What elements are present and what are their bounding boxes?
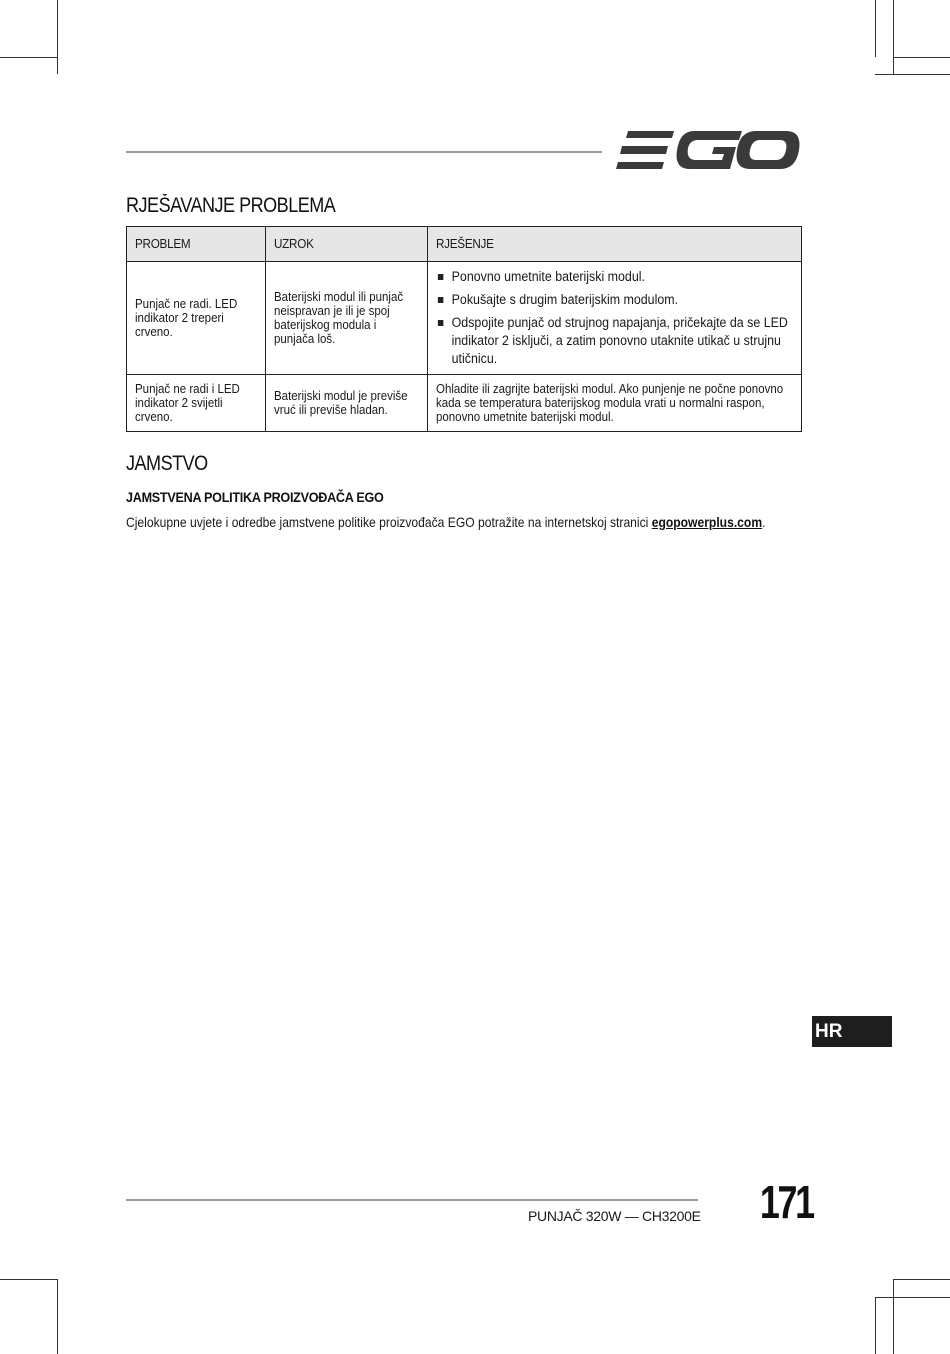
- solution-cell: Ohladite ili zagrijte baterijski modul. Ako punjenje ne počne ponovno kada se temperatura baterijskog modula vrati u normalni raspon, ponovno umetnite baterijski modul.: [428, 375, 802, 432]
- column-header-solution: RJEŠENJE: [428, 227, 802, 262]
- warranty-link[interactable]: egopowerplus.com: [651, 514, 763, 530]
- table-header-row: [127, 227, 802, 262]
- footer-product-title: PUNJAČ 320W — CH3200E: [528, 1208, 701, 1224]
- cause-cell: Baterijski modul je previše vruć ili previše hladan.: [266, 375, 428, 432]
- footer-rule: [126, 1199, 698, 1201]
- crop-mark: [57, 1279, 58, 1354]
- list-item: Odspojite punjač od strujnog napajanja, pričekajte da se LED indikator 2 isključi, a zatim ponovno utaknite utikač u strujnu utičnicu.: [436, 314, 791, 368]
- troubleshooting-title: RJEŠAVANJE PROBLEMA: [126, 194, 336, 217]
- problem-cell: Punjač ne radi i LED indikator 2 svijetli crveno.: [127, 375, 266, 432]
- crop-mark: [875, 1297, 950, 1298]
- crop-mark: [893, 0, 894, 74]
- crop-mark: [893, 57, 950, 58]
- problem-cell: Punjač ne radi. LED indikator 2 treperi crveno.: [127, 262, 266, 375]
- crop-mark: [893, 1279, 950, 1280]
- cause-cell: Baterijski modul ili punjač neispravan je ili je spoj baterijskog modula i punjača loš.: [266, 262, 428, 375]
- page-number: 171: [759, 1176, 813, 1228]
- crop-mark: [0, 1279, 57, 1280]
- square-bullet-icon: [438, 274, 444, 280]
- table-row: [127, 262, 802, 375]
- crop-mark: [57, 0, 58, 74]
- crop-mark: [875, 74, 950, 75]
- header-rule: [126, 151, 602, 153]
- list-item: Ponovno umetnite baterijski modul.: [436, 268, 791, 286]
- crop-mark: [893, 1279, 894, 1354]
- solution-cell: [428, 262, 802, 375]
- warranty-paragraph: Cjelokupne uvjete i odredbe jamstvene politike proizvođača EGO potražite na internetskoj stranici egopowerplus.com.: [126, 514, 766, 530]
- ego-logo: [616, 128, 800, 172]
- solution-list: [436, 268, 791, 368]
- crop-mark: [875, 0, 876, 57]
- troubleshooting-table: [126, 226, 802, 432]
- crop-mark: [0, 57, 57, 58]
- warranty-title: JAMSTVO: [126, 452, 208, 475]
- square-bullet-icon: [438, 320, 444, 326]
- column-header-cause: UZROK: [266, 227, 428, 262]
- language-tab: HR: [812, 1016, 892, 1047]
- table-row: [127, 375, 802, 432]
- column-header-problem: PROBLEM: [127, 227, 266, 262]
- warranty-subtitle: JAMSTVENA POLITIKA PROIZVOĐAČA EGO: [126, 489, 384, 505]
- crop-mark: [875, 1297, 876, 1354]
- list-item: Pokušajte s drugim baterijskim modulom.: [436, 291, 791, 309]
- square-bullet-icon: [438, 297, 444, 303]
